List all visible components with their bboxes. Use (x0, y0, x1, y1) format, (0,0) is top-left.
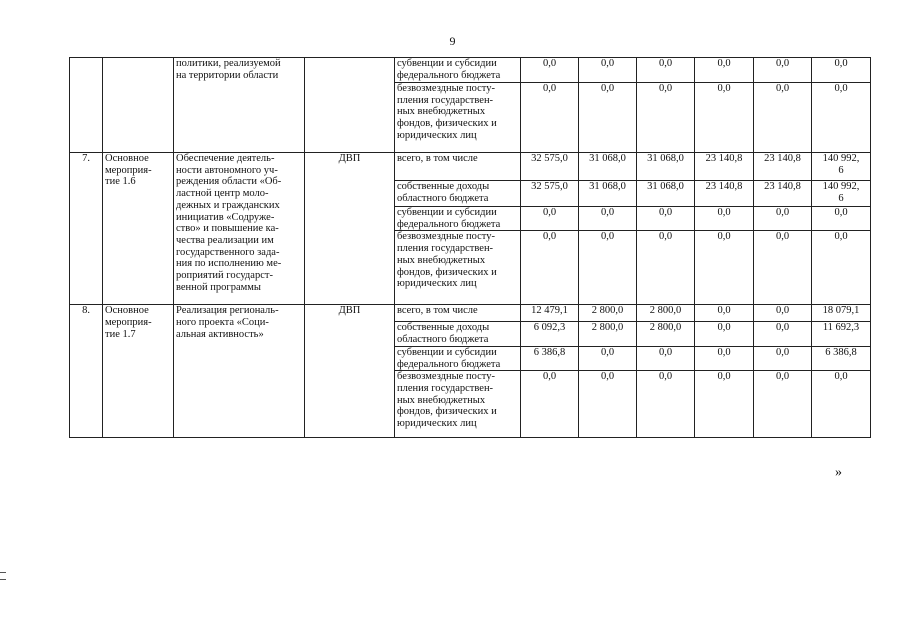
amount-cell: 23 140,8 (695, 153, 754, 181)
amount-cell: 0,0 (812, 207, 871, 231)
amount-cell: 18 079,1 (812, 305, 871, 322)
amount-cell: 0,0 (637, 346, 695, 370)
funding-source-cell: безвозмездные посту- пления государствен- ных внебюджетных фондов, физических и юридических лиц (395, 231, 521, 305)
amount-cell: 0,0 (754, 305, 812, 322)
responsible-cell: ДВП (305, 153, 395, 305)
amount-cell: 0,0 (579, 207, 637, 231)
amount-cell: 0,0 (637, 231, 695, 305)
amount-cell: 6 386,8 (812, 346, 871, 370)
funding-source-cell: всего, в том числе (395, 153, 521, 181)
amount-cell: 31 068,0 (579, 153, 637, 181)
amount-cell: 0,0 (812, 58, 871, 83)
amount-cell: 0,0 (637, 371, 695, 438)
event-name-cell: Реализация региональ- ного проекта «Соци- альная активность» (174, 305, 305, 438)
amount-cell: 12 479,1 (521, 305, 579, 322)
amount-cell: 2 800,0 (579, 305, 637, 322)
amount-cell: 0,0 (637, 207, 695, 231)
amount-cell: 0,0 (812, 231, 871, 305)
closing-quote: » (835, 465, 842, 480)
event-name-cell: политики, реализуемой на территории области (174, 58, 305, 153)
amount-cell: 0,0 (754, 231, 812, 305)
amount-cell: 0,0 (579, 83, 637, 153)
amount-cell: 0,0 (754, 371, 812, 438)
amount-cell: 0,0 (754, 322, 812, 346)
amount-cell: 0,0 (754, 207, 812, 231)
row-number-cell (70, 58, 103, 153)
amount-cell: 0,0 (754, 83, 812, 153)
funding-source-cell: субвенции и субсидии федерального бюджета (395, 346, 521, 370)
funding-source-cell: собственные доходы областного бюджета (395, 181, 521, 207)
responsible-cell (305, 58, 395, 153)
table-row (70, 305, 871, 322)
amount-cell: 11 692,3 (812, 322, 871, 346)
amount-cell: 2 800,0 (637, 305, 695, 322)
amount-cell: 0,0 (521, 207, 579, 231)
amount-cell: 0,0 (812, 371, 871, 438)
amount-cell: 0,0 (521, 231, 579, 305)
amount-cell: 32 575,0 (521, 181, 579, 207)
page-number: 9 (449, 34, 456, 48)
margin-mark (0, 572, 6, 580)
amount-cell: 0,0 (579, 58, 637, 83)
amount-cell: 0,0 (695, 207, 754, 231)
funding-source-cell: безвозмездные посту- пления государствен- ных внебюджетных фондов, физических и юридических лиц (395, 371, 521, 438)
amount-cell: 0,0 (754, 346, 812, 370)
amount-cell: 6 092,3 (521, 322, 579, 346)
amount-cell: 31 068,0 (637, 181, 695, 207)
table-row (70, 153, 871, 181)
amount-cell: 2 800,0 (579, 322, 637, 346)
amount-cell: 0,0 (521, 58, 579, 83)
amount-cell: 140 992, 6 (812, 181, 871, 207)
event-cell: Основное мероприя- тие 1.6 (103, 153, 174, 305)
amount-cell: 0,0 (521, 83, 579, 153)
amount-cell: 0,0 (695, 346, 754, 370)
amount-cell: 0,0 (637, 83, 695, 153)
amount-cell: 0,0 (579, 371, 637, 438)
funding-source-cell: субвенции и субсидии федерального бюджета (395, 207, 521, 231)
funding-source-cell: безвозмездные посту- пления государствен- ных внебюджетных фондов, физических и юридических лиц (395, 83, 521, 153)
table-row (70, 58, 871, 83)
funding-source-cell: собственные доходы областного бюджета (395, 322, 521, 346)
event-name-cell: Обеспечение деятель- ности автономного уч- реждения области «Об- ластной центр моло- дежных и гражданских инициатив «Содруже- ство» и повышение ка- чества реализации им государственного зада- ния по исполнению ме- роприятий государст- венной программы (174, 153, 305, 305)
amount-cell: 6 386,8 (521, 346, 579, 370)
amount-cell: 0,0 (637, 58, 695, 83)
funding-source-cell: субвенции и субсидии федерального бюджета (395, 58, 521, 83)
amount-cell: 23 140,8 (754, 153, 812, 181)
amount-cell: 0,0 (695, 322, 754, 346)
budget-table (69, 57, 871, 438)
amount-cell: 32 575,0 (521, 153, 579, 181)
amount-cell: 0,0 (695, 231, 754, 305)
amount-cell: 0,0 (579, 346, 637, 370)
responsible-cell: ДВП (305, 305, 395, 438)
amount-cell: 0,0 (579, 231, 637, 305)
event-cell: Основное мероприя- тие 1.7 (103, 305, 174, 438)
amount-cell: 23 140,8 (695, 181, 754, 207)
amount-cell: 31 068,0 (637, 153, 695, 181)
amount-cell: 31 068,0 (579, 181, 637, 207)
amount-cell: 0,0 (812, 83, 871, 153)
amount-cell: 0,0 (695, 305, 754, 322)
amount-cell: 0,0 (521, 371, 579, 438)
row-number-cell: 8. (70, 305, 103, 438)
amount-cell: 23 140,8 (754, 181, 812, 207)
amount-cell: 0,0 (695, 83, 754, 153)
amount-cell: 0,0 (695, 371, 754, 438)
amount-cell: 0,0 (754, 58, 812, 83)
row-number-cell: 7. (70, 153, 103, 305)
amount-cell: 140 992, 6 (812, 153, 871, 181)
amount-cell: 2 800,0 (637, 322, 695, 346)
amount-cell: 0,0 (695, 58, 754, 83)
funding-source-cell: всего, в том числе (395, 305, 521, 322)
event-cell (103, 58, 174, 153)
